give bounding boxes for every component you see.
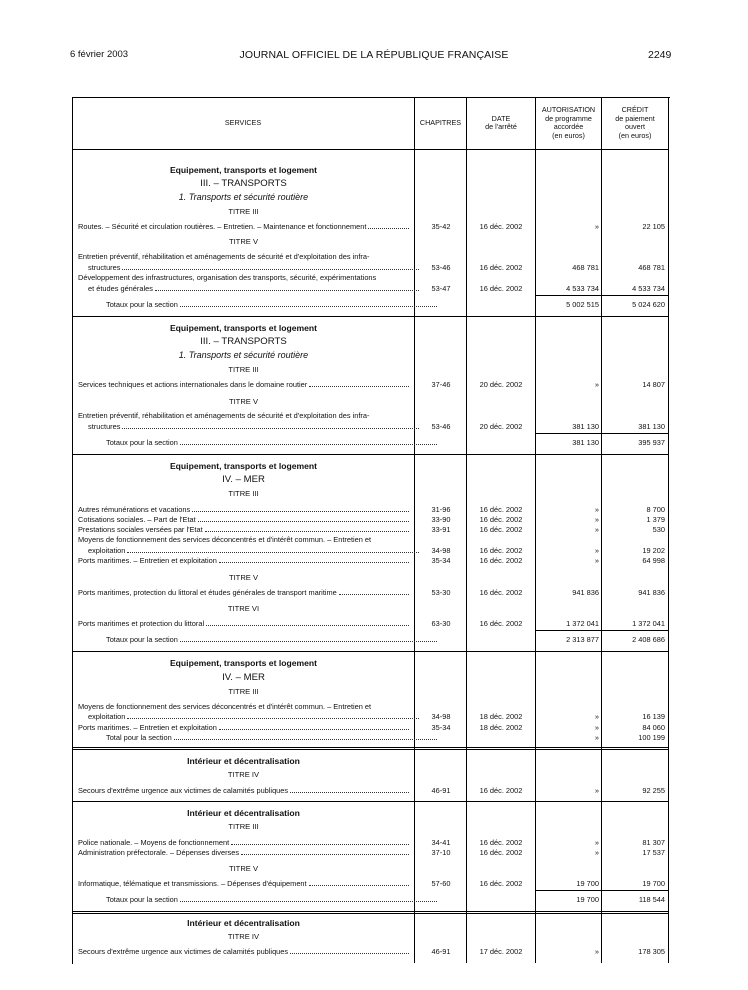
titre-heading: TITRE III xyxy=(228,489,259,498)
section-heading: Equipement, transports et logement xyxy=(169,658,318,668)
date-cell: 17 déc. 2002 xyxy=(479,947,523,956)
section-heading: Intérieur et décentralisation xyxy=(187,808,300,818)
autorisation-cell: » xyxy=(594,712,599,721)
table-row xyxy=(0,618,748,630)
table-row xyxy=(0,379,748,391)
credit-cell: 100 199 xyxy=(638,733,665,742)
section-heading: Intérieur et décentralisation xyxy=(187,918,300,928)
autorisation-cell: » xyxy=(594,723,599,732)
chapter-cell: 34-98 xyxy=(431,712,451,721)
table-row xyxy=(0,421,748,433)
chapter-cell: 53-46 xyxy=(431,422,451,431)
autorisation-cell: 4 533 734 xyxy=(566,284,599,293)
date-cell: 16 déc. 2002 xyxy=(479,838,523,847)
date-cell: 16 déc. 2002 xyxy=(479,879,523,888)
dot-leader xyxy=(290,947,409,954)
dot-leader xyxy=(219,723,409,730)
titre-heading: TITRE V xyxy=(228,573,259,582)
service-label: Cotisations sociales. – Part de l'Etat xyxy=(78,514,411,526)
dot-leader xyxy=(155,284,419,291)
column-header-services: SERVICES xyxy=(224,117,262,127)
service-label: Services techniques et actions internationales dans le domaine routier xyxy=(78,379,411,391)
chapter-cell: 34-41 xyxy=(431,838,451,847)
service-label: Totaux pour la section xyxy=(106,437,439,449)
service-label: Totaux pour la section xyxy=(106,299,439,311)
table-row xyxy=(0,221,748,233)
total-row xyxy=(0,299,748,311)
credit-cell: 64 998 xyxy=(642,556,665,565)
dot-leader xyxy=(231,838,409,845)
total-rule xyxy=(535,890,601,891)
autorisation-cell: » xyxy=(594,848,599,857)
date-cell: 16 déc. 2002 xyxy=(479,263,523,272)
titre-heading: TITRE VI xyxy=(227,604,260,613)
header-date: 6 février 2003 xyxy=(70,49,129,60)
titre-heading: TITRE V xyxy=(228,397,259,406)
total-rule xyxy=(601,890,668,891)
table-row xyxy=(0,283,748,295)
credit-cell: 19 700 xyxy=(642,879,665,888)
dot-leader xyxy=(180,895,437,902)
dot-leader xyxy=(127,546,419,553)
service-label: Total pour la section xyxy=(106,732,439,744)
credit-cell: 17 537 xyxy=(642,848,665,857)
chapter-cell: 33-91 xyxy=(431,525,451,534)
page-number: 2249 xyxy=(648,49,672,61)
section-divider xyxy=(72,801,669,802)
service-label: Totaux pour la section xyxy=(106,634,439,646)
credit-cell: 19 202 xyxy=(642,546,665,555)
credit-cell: 5 024 620 xyxy=(632,300,665,309)
service-label: Informatique, télématique et transmissions. – Dépenses d'équipement xyxy=(78,878,411,890)
credit-cell: 530 xyxy=(652,525,665,534)
service-label: exploitation xyxy=(88,711,421,723)
credit-cell: 2 408 686 xyxy=(632,635,665,644)
credit-cell: 395 937 xyxy=(638,438,665,447)
chapter-cell: 34-98 xyxy=(431,546,451,555)
credit-cell: 381 130 xyxy=(638,422,665,431)
section-heading: 1. Transports et sécurité routière xyxy=(178,192,309,202)
dot-leader xyxy=(198,515,409,522)
chapter-cell: 31-96 xyxy=(431,505,451,514)
credit-cell: 92 255 xyxy=(642,786,665,795)
credit-cell: 16 139 xyxy=(642,712,665,721)
service-label: Totaux pour la section xyxy=(106,894,439,906)
section-divider xyxy=(72,454,669,455)
chapter-cell: 35-34 xyxy=(431,556,451,565)
section-divider xyxy=(72,651,669,652)
autorisation-cell: » xyxy=(594,525,599,534)
date-cell: 18 déc. 2002 xyxy=(479,723,523,732)
date-cell: 16 déc. 2002 xyxy=(479,222,523,231)
autorisation-cell: 19 700 xyxy=(576,879,599,888)
header-rule xyxy=(72,149,669,150)
credit-cell: 1 372 041 xyxy=(632,619,665,628)
service-label: Secours d'extrême urgence aux victimes de calamités publiques xyxy=(78,946,411,958)
total-row xyxy=(0,894,748,906)
autorisation-cell: 1 372 041 xyxy=(566,619,599,628)
column-header-chapitres: CHAPITRES xyxy=(419,117,462,127)
dot-leader xyxy=(309,879,409,886)
titre-heading: TITRE IV xyxy=(227,770,260,779)
dot-leader xyxy=(122,263,419,270)
column-header-autorisation: AUTORISATION de programme accordée (en euros) xyxy=(541,105,596,140)
section-heading: Equipement, transports et logement xyxy=(169,461,318,471)
total-row xyxy=(0,437,748,449)
date-cell: 16 déc. 2002 xyxy=(479,546,523,555)
dot-leader xyxy=(339,588,409,595)
service-label: Police nationale. – Moyens de fonctionnement xyxy=(78,837,411,849)
dot-leader xyxy=(241,848,409,855)
autorisation-cell: 2 313 877 xyxy=(566,635,599,644)
dot-leader xyxy=(309,380,409,387)
autorisation-cell: » xyxy=(594,222,599,231)
section-heading: Equipement, transports et logement xyxy=(169,323,318,333)
service-label: Ports maritimes, protection du littoral et études générales de transport maritime xyxy=(78,587,411,599)
table-row xyxy=(0,587,748,599)
chapter-cell: 46-91 xyxy=(431,947,451,956)
service-label: Moyens de fonctionnement des services déconcentrés et d'intérêt commun. – Entretien et xyxy=(78,535,372,544)
titre-heading: TITRE III xyxy=(228,207,259,216)
dot-leader xyxy=(206,619,409,626)
dot-leader xyxy=(174,733,437,740)
table-row xyxy=(0,785,748,797)
service-label: Administration préfectorale. – Dépenses diverses xyxy=(78,847,411,859)
chapter-cell: 57-60 xyxy=(431,879,451,888)
service-label: Développement des infrastructures, organisation des transports, sécurité, expérimentations xyxy=(78,273,377,282)
autorisation-cell: 381 130 xyxy=(572,438,599,447)
autorisation-cell: » xyxy=(594,947,599,956)
service-label: structures xyxy=(88,421,421,433)
date-cell: 20 déc. 2002 xyxy=(479,422,523,431)
service-label: Entretien prévent​if, réhabilitation et aménagements de sécurité et d'exploitation des infra- xyxy=(78,252,370,261)
total-rule xyxy=(601,295,668,296)
dot-leader xyxy=(205,525,409,532)
dot-leader xyxy=(368,222,409,229)
total-rule xyxy=(535,295,601,296)
column-header-credit: CRÉDIT de paiement ouvert (en euros) xyxy=(615,105,655,140)
service-label: Autres rémunérations et vacations xyxy=(78,504,411,516)
autorisation-cell: » xyxy=(594,546,599,555)
total-rule xyxy=(601,433,668,434)
chapter-cell: 53-30 xyxy=(431,588,451,597)
dot-leader xyxy=(290,786,409,793)
titre-heading: TITRE III xyxy=(228,687,259,696)
header-title: JOURNAL OFFICIEL DE LA RÉPUBLIQUE FRANÇAISE xyxy=(239,49,509,61)
date-cell: 16 déc. 2002 xyxy=(479,515,523,524)
service-label: exploitation xyxy=(88,545,421,557)
service-label: Routes. – Sécurité et circulation routières. – Entretien. – Maintenance et fonctionnement xyxy=(78,221,411,233)
titre-heading: TITRE V xyxy=(228,237,259,246)
section-divider xyxy=(72,911,669,914)
service-label: Ports maritimes. – Entretien et exploitation xyxy=(78,555,411,567)
credit-cell: 941 836 xyxy=(638,588,665,597)
credit-cell: 81 307 xyxy=(642,838,665,847)
table-row xyxy=(0,555,748,567)
autorisation-cell: 468 781 xyxy=(572,263,599,272)
chapter-cell: 35-34 xyxy=(431,723,451,732)
total-row xyxy=(0,634,748,646)
date-cell: 16 déc. 2002 xyxy=(479,556,523,565)
section-heading: IV. – MER xyxy=(222,474,265,485)
credit-cell: 8 700 xyxy=(646,505,665,514)
autorisation-cell: 19 700 xyxy=(576,895,599,904)
autorisation-cell: 381 130 xyxy=(572,422,599,431)
credit-cell: 118 544 xyxy=(638,895,665,904)
column-header-date: DATE de l'arrêté xyxy=(485,113,517,131)
date-cell: 18 déc. 2002 xyxy=(479,712,523,721)
table-row xyxy=(0,946,748,958)
service-label: Ports maritimes et protection du littoral xyxy=(78,618,411,630)
chapter-cell: 33-90 xyxy=(431,515,451,524)
autorisation-cell: » xyxy=(594,380,599,389)
chapter-cell: 37-46 xyxy=(431,380,451,389)
autorisation-cell: » xyxy=(594,515,599,524)
autorisation-cell: 5 002 515 xyxy=(566,300,599,309)
credit-cell: 22 105 xyxy=(642,222,665,231)
chapter-cell: 53-47 xyxy=(431,284,451,293)
total-rule xyxy=(601,630,668,631)
date-cell: 16 déc. 2002 xyxy=(479,619,523,628)
date-cell: 16 déc. 2002 xyxy=(479,505,523,514)
dot-leader xyxy=(192,505,409,512)
section-heading: 1. Transports et sécurité routière xyxy=(178,350,309,360)
credit-cell: 84 060 xyxy=(642,723,665,732)
credit-cell: 14 807 xyxy=(642,380,665,389)
chapter-cell: 53-46 xyxy=(431,263,451,272)
date-cell: 16 déc. 2002 xyxy=(479,786,523,795)
total-rule xyxy=(535,433,601,434)
date-cell: 16 déc. 2002 xyxy=(479,284,523,293)
autorisation-cell: » xyxy=(594,505,599,514)
section-heading: III. – TRANSPORTS xyxy=(200,336,287,347)
service-label: et études générales xyxy=(88,283,421,295)
section-divider xyxy=(72,316,669,317)
dot-leader xyxy=(180,438,437,445)
autorisation-cell: » xyxy=(594,786,599,795)
chapter-cell: 37-10 xyxy=(431,848,451,857)
dot-leader xyxy=(219,556,409,563)
section-heading: Equipement, transports et logement xyxy=(169,165,318,175)
autorisation-cell: 941 836 xyxy=(572,588,599,597)
section-heading: IV. – MER xyxy=(222,672,265,683)
section-heading: III. – TRANSPORTS xyxy=(200,178,287,189)
date-cell: 16 déc. 2002 xyxy=(479,525,523,534)
titre-heading: TITRE V xyxy=(228,864,259,873)
section-divider xyxy=(72,747,669,750)
chapter-cell: 46-91 xyxy=(431,786,451,795)
credit-cell: 1 379 xyxy=(646,515,665,524)
service-label: Secours d'extrême urgence aux victimes de calamités publiques xyxy=(78,785,411,797)
chapter-cell: 63-30 xyxy=(431,619,451,628)
chapter-cell: 35-42 xyxy=(431,222,451,231)
autorisation-cell: » xyxy=(594,556,599,565)
autorisation-cell: » xyxy=(594,838,599,847)
titre-heading: TITRE III xyxy=(228,365,259,374)
credit-cell: 4 533 734 xyxy=(632,284,665,293)
service-label: Moyens de fonctionnement des services déconcentrés et d'intérêt commun. – Entretien et xyxy=(78,702,372,711)
total-row xyxy=(0,732,748,744)
service-label: Prestations sociales versées par l'Etat xyxy=(78,524,411,536)
total-rule xyxy=(535,630,601,631)
dot-leader xyxy=(180,300,437,307)
dot-leader xyxy=(122,422,419,429)
service-label: Entretien préventif, réhabilitation et aménagements de sécurité et d'exploitation des infra- xyxy=(78,411,370,420)
dot-leader xyxy=(180,635,437,642)
credit-cell: 178 305 xyxy=(638,947,665,956)
dot-leader xyxy=(127,712,419,719)
table-row xyxy=(0,878,748,890)
autorisation-cell: » xyxy=(594,733,599,742)
date-cell: 16 déc. 2002 xyxy=(479,588,523,597)
service-label: Ports maritimes. – Entretien et exploitation xyxy=(78,722,411,734)
titre-heading: TITRE IV xyxy=(227,932,260,941)
titre-heading: TITRE III xyxy=(228,822,259,831)
date-cell: 16 déc. 2002 xyxy=(479,848,523,857)
service-label: structures xyxy=(88,262,421,274)
date-cell: 20 déc. 2002 xyxy=(479,380,523,389)
section-heading: Intérieur et décentralisation xyxy=(187,756,300,766)
credit-cell: 468 781 xyxy=(638,263,665,272)
table-row xyxy=(0,847,748,859)
